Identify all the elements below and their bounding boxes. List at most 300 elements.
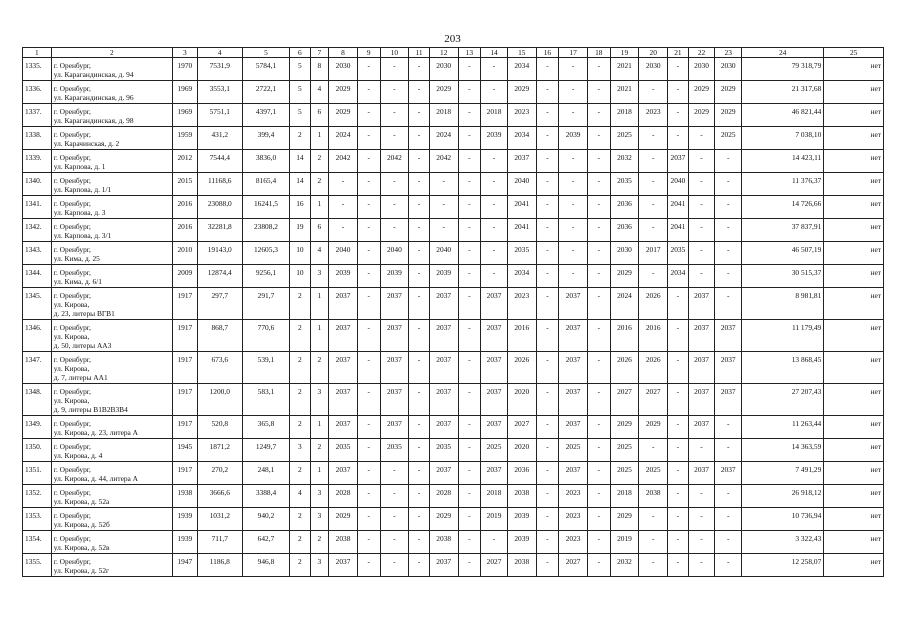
row-number-cell: 1337. bbox=[23, 104, 52, 127]
area-cell: 270,2 bbox=[197, 462, 242, 485]
cost-cell: 46 507,19 bbox=[742, 242, 824, 265]
value-cell: - bbox=[588, 265, 611, 288]
value-cell: - bbox=[380, 104, 409, 127]
status-cell: нет bbox=[824, 439, 884, 462]
value-cell: 2 bbox=[310, 150, 328, 173]
address-line: г. Оренбург, bbox=[53, 176, 91, 185]
status-cell: нет bbox=[824, 288, 884, 320]
value-cell: - bbox=[668, 416, 689, 439]
value-cell: - bbox=[668, 58, 689, 81]
value-cell: - bbox=[588, 462, 611, 485]
area-cell: 9256,1 bbox=[242, 265, 289, 288]
value-cell: 2037 bbox=[559, 384, 588, 416]
address-line: ул. Кирова, д. 52г bbox=[53, 566, 110, 575]
cost-cell: 14 423,11 bbox=[742, 150, 824, 173]
area-cell: 3836,0 bbox=[242, 150, 289, 173]
row-number-cell: 1355. bbox=[23, 554, 52, 577]
area-cell: 940,2 bbox=[242, 508, 289, 531]
value-cell: - bbox=[536, 196, 559, 219]
value-cell: - bbox=[536, 173, 559, 196]
address-line: ул. Карпова, д. 3/1 bbox=[53, 231, 112, 240]
value-cell: - bbox=[668, 352, 689, 384]
value-cell: 2037 bbox=[688, 416, 715, 439]
table-row bbox=[23, 531, 884, 554]
table-row bbox=[23, 384, 884, 416]
value-cell: - bbox=[715, 242, 742, 265]
value-cell: - bbox=[715, 554, 742, 577]
address-line: ул. Карпова, д. 3 bbox=[53, 208, 106, 217]
value-cell: 2 bbox=[290, 127, 311, 150]
value-cell: 2 bbox=[290, 554, 311, 577]
cost-cell: 8 981,81 bbox=[742, 288, 824, 320]
status-cell: нет bbox=[824, 242, 884, 265]
value-cell: 2025 bbox=[639, 462, 668, 485]
address-cell bbox=[51, 439, 172, 462]
value-cell: - bbox=[458, 242, 481, 265]
value-cell: - bbox=[357, 219, 380, 242]
column-number-header: 15 bbox=[507, 48, 536, 58]
value-cell: - bbox=[380, 554, 409, 577]
value-cell: - bbox=[668, 81, 689, 104]
table-body bbox=[23, 58, 884, 577]
value-cell: - bbox=[357, 173, 380, 196]
table-row bbox=[23, 462, 884, 485]
value-cell: - bbox=[357, 485, 380, 508]
value-cell: - bbox=[588, 196, 611, 219]
address-cell bbox=[51, 104, 172, 127]
value-cell: - bbox=[715, 416, 742, 439]
page-number: 203 bbox=[444, 33, 461, 45]
cost-cell: 37 837,91 bbox=[742, 219, 824, 242]
value-cell: - bbox=[588, 58, 611, 81]
value-cell: - bbox=[357, 554, 380, 577]
year-built-cell: 1959 bbox=[173, 127, 198, 150]
value-cell: - bbox=[409, 58, 430, 81]
value-cell: 2037 bbox=[329, 554, 358, 577]
area-cell: 5751,1 bbox=[197, 104, 242, 127]
value-cell: 2039 bbox=[329, 265, 358, 288]
value-cell: - bbox=[357, 462, 380, 485]
table-row bbox=[23, 320, 884, 352]
value-cell: - bbox=[588, 508, 611, 531]
column-number-header: 19 bbox=[610, 48, 639, 58]
year-built-cell: 1917 bbox=[173, 416, 198, 439]
status-cell: нет bbox=[824, 462, 884, 485]
value-cell: 2019 bbox=[481, 508, 508, 531]
status-cell: нет bbox=[824, 416, 884, 439]
row-number-cell: 1340. bbox=[23, 173, 52, 196]
value-cell: 2041 bbox=[668, 196, 689, 219]
value-cell: 2037 bbox=[688, 462, 715, 485]
value-cell: - bbox=[668, 508, 689, 531]
value-cell: - bbox=[458, 173, 481, 196]
address-line: г. Оренбург, bbox=[53, 245, 91, 254]
value-cell: - bbox=[715, 531, 742, 554]
value-cell: 2029 bbox=[507, 81, 536, 104]
value-cell: 2037 bbox=[559, 288, 588, 320]
value-cell: - bbox=[688, 196, 715, 219]
address-line: г. Оренбург, bbox=[53, 268, 91, 277]
value-cell: - bbox=[409, 288, 430, 320]
address-cell bbox=[51, 265, 172, 288]
address-line: г. Оренбург, bbox=[53, 222, 91, 231]
value-cell: - bbox=[458, 352, 481, 384]
value-cell: 2021 bbox=[610, 58, 639, 81]
value-cell: 2037 bbox=[688, 352, 715, 384]
value-cell: - bbox=[715, 288, 742, 320]
year-built-cell: 1969 bbox=[173, 81, 198, 104]
value-cell: - bbox=[588, 81, 611, 104]
value-cell: 2030 bbox=[639, 58, 668, 81]
value-cell: - bbox=[668, 320, 689, 352]
year-built-cell: 1947 bbox=[173, 554, 198, 577]
value-cell: 8 bbox=[310, 58, 328, 81]
value-cell: - bbox=[380, 81, 409, 104]
value-cell: - bbox=[458, 485, 481, 508]
address-line: ул. Кирова, bbox=[53, 364, 90, 373]
value-cell: 3 bbox=[310, 508, 328, 531]
value-cell: - bbox=[639, 439, 668, 462]
value-cell: 2 bbox=[310, 173, 328, 196]
value-cell: - bbox=[668, 288, 689, 320]
value-cell: 2 bbox=[310, 352, 328, 384]
cost-cell: 10 736,94 bbox=[742, 508, 824, 531]
address-line: г. Оренбург, bbox=[53, 291, 91, 300]
value-cell: 2037 bbox=[329, 352, 358, 384]
value-cell: 2030 bbox=[610, 242, 639, 265]
value-cell: - bbox=[688, 508, 715, 531]
value-cell: 2 bbox=[290, 531, 311, 554]
column-number-header: 5 bbox=[242, 48, 289, 58]
value-cell: - bbox=[536, 485, 559, 508]
value-cell: 2018 bbox=[429, 104, 458, 127]
value-cell: 2030 bbox=[715, 58, 742, 81]
value-cell: 2034 bbox=[507, 127, 536, 150]
value-cell: - bbox=[357, 104, 380, 127]
value-cell: - bbox=[559, 150, 588, 173]
value-cell: - bbox=[536, 384, 559, 416]
value-cell: 2037 bbox=[668, 150, 689, 173]
value-cell: - bbox=[409, 384, 430, 416]
area-cell: 32281,8 bbox=[197, 219, 242, 242]
value-cell: - bbox=[357, 352, 380, 384]
value-cell: - bbox=[688, 485, 715, 508]
area-cell: 7531,9 bbox=[197, 58, 242, 81]
table-row bbox=[23, 242, 884, 265]
value-cell: - bbox=[409, 196, 430, 219]
column-number-header: 10 bbox=[380, 48, 409, 58]
area-cell: 291,7 bbox=[242, 288, 289, 320]
value-cell: 2042 bbox=[329, 150, 358, 173]
address-line: г. Оренбург, bbox=[53, 130, 91, 139]
area-cell: 2722,1 bbox=[242, 81, 289, 104]
area-cell: 23088,0 bbox=[197, 196, 242, 219]
value-cell: 2040 bbox=[380, 242, 409, 265]
value-cell: - bbox=[668, 462, 689, 485]
value-cell: - bbox=[536, 104, 559, 127]
year-built-cell: 2016 bbox=[173, 219, 198, 242]
status-cell: нет bbox=[824, 320, 884, 352]
status-cell: нет bbox=[824, 58, 884, 81]
value-cell: 2018 bbox=[481, 485, 508, 508]
year-built-cell: 2009 bbox=[173, 265, 198, 288]
value-cell: 2028 bbox=[429, 485, 458, 508]
address-line: ул. Кирова, д. 52б bbox=[53, 520, 110, 529]
value-cell: - bbox=[329, 219, 358, 242]
value-cell: - bbox=[536, 58, 559, 81]
value-cell: 2037 bbox=[481, 320, 508, 352]
cost-cell: 30 515,37 bbox=[742, 265, 824, 288]
value-cell: 2037 bbox=[715, 352, 742, 384]
column-number-row bbox=[23, 48, 884, 58]
year-built-cell: 2015 bbox=[173, 173, 198, 196]
value-cell: - bbox=[409, 352, 430, 384]
column-number-header: 1 bbox=[23, 48, 52, 58]
value-cell: 2023 bbox=[507, 288, 536, 320]
column-number-header: 23 bbox=[715, 48, 742, 58]
housing-register-table bbox=[22, 47, 884, 577]
value-cell: 2018 bbox=[610, 485, 639, 508]
value-cell: 2029 bbox=[429, 508, 458, 531]
address-cell bbox=[51, 554, 172, 577]
value-cell: - bbox=[688, 150, 715, 173]
value-cell: 2034 bbox=[507, 265, 536, 288]
value-cell: - bbox=[380, 173, 409, 196]
value-cell: - bbox=[639, 554, 668, 577]
value-cell: - bbox=[588, 150, 611, 173]
value-cell: 2041 bbox=[507, 196, 536, 219]
value-cell: - bbox=[588, 416, 611, 439]
value-cell: 19 bbox=[290, 219, 311, 242]
area-cell: 1031,2 bbox=[197, 508, 242, 531]
value-cell: 2038 bbox=[639, 485, 668, 508]
area-cell: 12874,4 bbox=[197, 265, 242, 288]
value-cell: 1 bbox=[310, 196, 328, 219]
value-cell: - bbox=[668, 554, 689, 577]
area-cell: 520,8 bbox=[197, 416, 242, 439]
column-number-header: 13 bbox=[458, 48, 481, 58]
cost-cell: 7 038,10 bbox=[742, 127, 824, 150]
value-cell: - bbox=[588, 531, 611, 554]
table-row bbox=[23, 104, 884, 127]
value-cell: - bbox=[458, 439, 481, 462]
value-cell: 2025 bbox=[610, 462, 639, 485]
column-number-header: 18 bbox=[588, 48, 611, 58]
row-number-cell: 1338. bbox=[23, 127, 52, 150]
value-cell: - bbox=[588, 127, 611, 150]
value-cell: - bbox=[559, 242, 588, 265]
value-cell: - bbox=[329, 196, 358, 219]
area-cell: 711,7 bbox=[197, 531, 242, 554]
column-number-header: 4 bbox=[197, 48, 242, 58]
value-cell: - bbox=[688, 531, 715, 554]
value-cell: - bbox=[688, 265, 715, 288]
value-cell: 2020 bbox=[507, 384, 536, 416]
address-cell bbox=[51, 150, 172, 173]
value-cell: 2041 bbox=[507, 219, 536, 242]
value-cell: 2 bbox=[290, 462, 311, 485]
row-number-cell: 1343. bbox=[23, 242, 52, 265]
table-row bbox=[23, 219, 884, 242]
area-cell: 642,7 bbox=[242, 531, 289, 554]
area-cell: 3388,4 bbox=[242, 485, 289, 508]
value-cell: 2029 bbox=[688, 104, 715, 127]
value-cell: 14 bbox=[290, 150, 311, 173]
value-cell: 2029 bbox=[639, 416, 668, 439]
value-cell: 2040 bbox=[329, 242, 358, 265]
row-number-cell: 1349. bbox=[23, 416, 52, 439]
value-cell: 2035 bbox=[507, 242, 536, 265]
value-cell: 2027 bbox=[481, 554, 508, 577]
address-line: г. Оренбург, bbox=[53, 442, 91, 451]
area-cell: 868,7 bbox=[197, 320, 242, 352]
value-cell: 2037 bbox=[429, 320, 458, 352]
value-cell: - bbox=[458, 104, 481, 127]
value-cell: - bbox=[688, 554, 715, 577]
address-line: ул. Карпова, д. 1/1 bbox=[53, 185, 112, 194]
value-cell: - bbox=[715, 150, 742, 173]
address-line: ул. Кирова, д. 52а bbox=[53, 497, 110, 506]
table-row bbox=[23, 265, 884, 288]
value-cell: - bbox=[458, 81, 481, 104]
value-cell: - bbox=[409, 554, 430, 577]
address-line: ул. Кирова, д. 23, литера А bbox=[53, 428, 139, 437]
value-cell: 2034 bbox=[668, 265, 689, 288]
table-row bbox=[23, 81, 884, 104]
value-cell: 1 bbox=[310, 127, 328, 150]
value-cell: - bbox=[357, 288, 380, 320]
value-cell: 2040 bbox=[429, 242, 458, 265]
value-cell: 2027 bbox=[639, 384, 668, 416]
value-cell: 2029 bbox=[610, 508, 639, 531]
area-cell: 431,2 bbox=[197, 127, 242, 150]
area-cell: 539,1 bbox=[242, 352, 289, 384]
value-cell: - bbox=[481, 242, 508, 265]
value-cell: - bbox=[458, 150, 481, 173]
year-built-cell: 1969 bbox=[173, 104, 198, 127]
value-cell: 2037 bbox=[559, 462, 588, 485]
value-cell: - bbox=[639, 508, 668, 531]
value-cell: - bbox=[357, 320, 380, 352]
value-cell: - bbox=[639, 127, 668, 150]
value-cell: 2035 bbox=[329, 439, 358, 462]
table-row bbox=[23, 416, 884, 439]
status-cell: нет bbox=[824, 485, 884, 508]
value-cell: 2042 bbox=[429, 150, 458, 173]
value-cell: - bbox=[536, 531, 559, 554]
area-cell: 399,4 bbox=[242, 127, 289, 150]
status-cell: нет bbox=[824, 384, 884, 416]
value-cell: 2032 bbox=[610, 554, 639, 577]
value-cell: 2030 bbox=[329, 58, 358, 81]
address-line: г. Оренбург, bbox=[53, 199, 91, 208]
value-cell: 2024 bbox=[610, 288, 639, 320]
value-cell: - bbox=[357, 196, 380, 219]
value-cell: 2037 bbox=[429, 288, 458, 320]
value-cell: - bbox=[357, 531, 380, 554]
value-cell: 2023 bbox=[559, 531, 588, 554]
value-cell: - bbox=[639, 150, 668, 173]
address-line: г. Оренбург, bbox=[53, 557, 91, 566]
value-cell: - bbox=[588, 104, 611, 127]
row-number-cell: 1353. bbox=[23, 508, 52, 531]
address-line: ул. Кирова, д. 44, литера А bbox=[53, 474, 139, 483]
value-cell: 2025 bbox=[481, 439, 508, 462]
table-row bbox=[23, 439, 884, 462]
address-cell bbox=[51, 320, 172, 352]
value-cell: 2016 bbox=[507, 320, 536, 352]
cost-cell: 11 263,44 bbox=[742, 416, 824, 439]
value-cell: - bbox=[559, 265, 588, 288]
year-built-cell: 1970 bbox=[173, 58, 198, 81]
value-cell: - bbox=[588, 384, 611, 416]
value-cell: - bbox=[536, 320, 559, 352]
column-number-header: 14 bbox=[481, 48, 508, 58]
value-cell: - bbox=[688, 173, 715, 196]
value-cell: 2037 bbox=[380, 416, 409, 439]
value-cell: - bbox=[668, 485, 689, 508]
area-cell: 297,7 bbox=[197, 288, 242, 320]
value-cell: 6 bbox=[310, 104, 328, 127]
address-line: ул. Кирова, д. 4 bbox=[53, 451, 103, 460]
value-cell: 2026 bbox=[639, 352, 668, 384]
value-cell: - bbox=[536, 265, 559, 288]
year-built-cell: 2012 bbox=[173, 150, 198, 173]
value-cell: - bbox=[458, 127, 481, 150]
year-built-cell: 1917 bbox=[173, 320, 198, 352]
address-line: г. Оренбург, bbox=[53, 61, 91, 70]
value-cell: - bbox=[458, 288, 481, 320]
address-cell bbox=[51, 462, 172, 485]
value-cell: - bbox=[639, 196, 668, 219]
value-cell: - bbox=[588, 485, 611, 508]
value-cell: - bbox=[481, 196, 508, 219]
value-cell: - bbox=[409, 150, 430, 173]
column-number-header: 21 bbox=[668, 48, 689, 58]
value-cell: - bbox=[536, 81, 559, 104]
value-cell: 2037 bbox=[688, 384, 715, 416]
address-line: г. Оренбург, bbox=[53, 387, 91, 396]
value-cell: 2037 bbox=[380, 352, 409, 384]
address-line: ул. Кирова, bbox=[53, 332, 90, 341]
value-cell: 2020 bbox=[507, 439, 536, 462]
cost-cell: 13 868,45 bbox=[742, 352, 824, 384]
value-cell: 3 bbox=[310, 265, 328, 288]
value-cell: 2037 bbox=[329, 462, 358, 485]
value-cell: 2016 bbox=[610, 320, 639, 352]
value-cell: 2023 bbox=[639, 104, 668, 127]
value-cell: 2025 bbox=[610, 127, 639, 150]
year-built-cell: 1938 bbox=[173, 485, 198, 508]
value-cell: - bbox=[357, 242, 380, 265]
value-cell: 2025 bbox=[610, 439, 639, 462]
value-cell: 2036 bbox=[610, 219, 639, 242]
value-cell: 2037 bbox=[559, 320, 588, 352]
value-cell: - bbox=[409, 265, 430, 288]
address-cell bbox=[51, 288, 172, 320]
row-number-cell: 1342. bbox=[23, 219, 52, 242]
value-cell: - bbox=[481, 265, 508, 288]
value-cell: 2039 bbox=[507, 531, 536, 554]
value-cell: - bbox=[380, 485, 409, 508]
value-cell: - bbox=[588, 320, 611, 352]
value-cell: - bbox=[458, 531, 481, 554]
value-cell: 2037 bbox=[429, 416, 458, 439]
value-cell: - bbox=[559, 58, 588, 81]
address-cell bbox=[51, 384, 172, 416]
value-cell: - bbox=[715, 265, 742, 288]
value-cell: 2036 bbox=[610, 196, 639, 219]
